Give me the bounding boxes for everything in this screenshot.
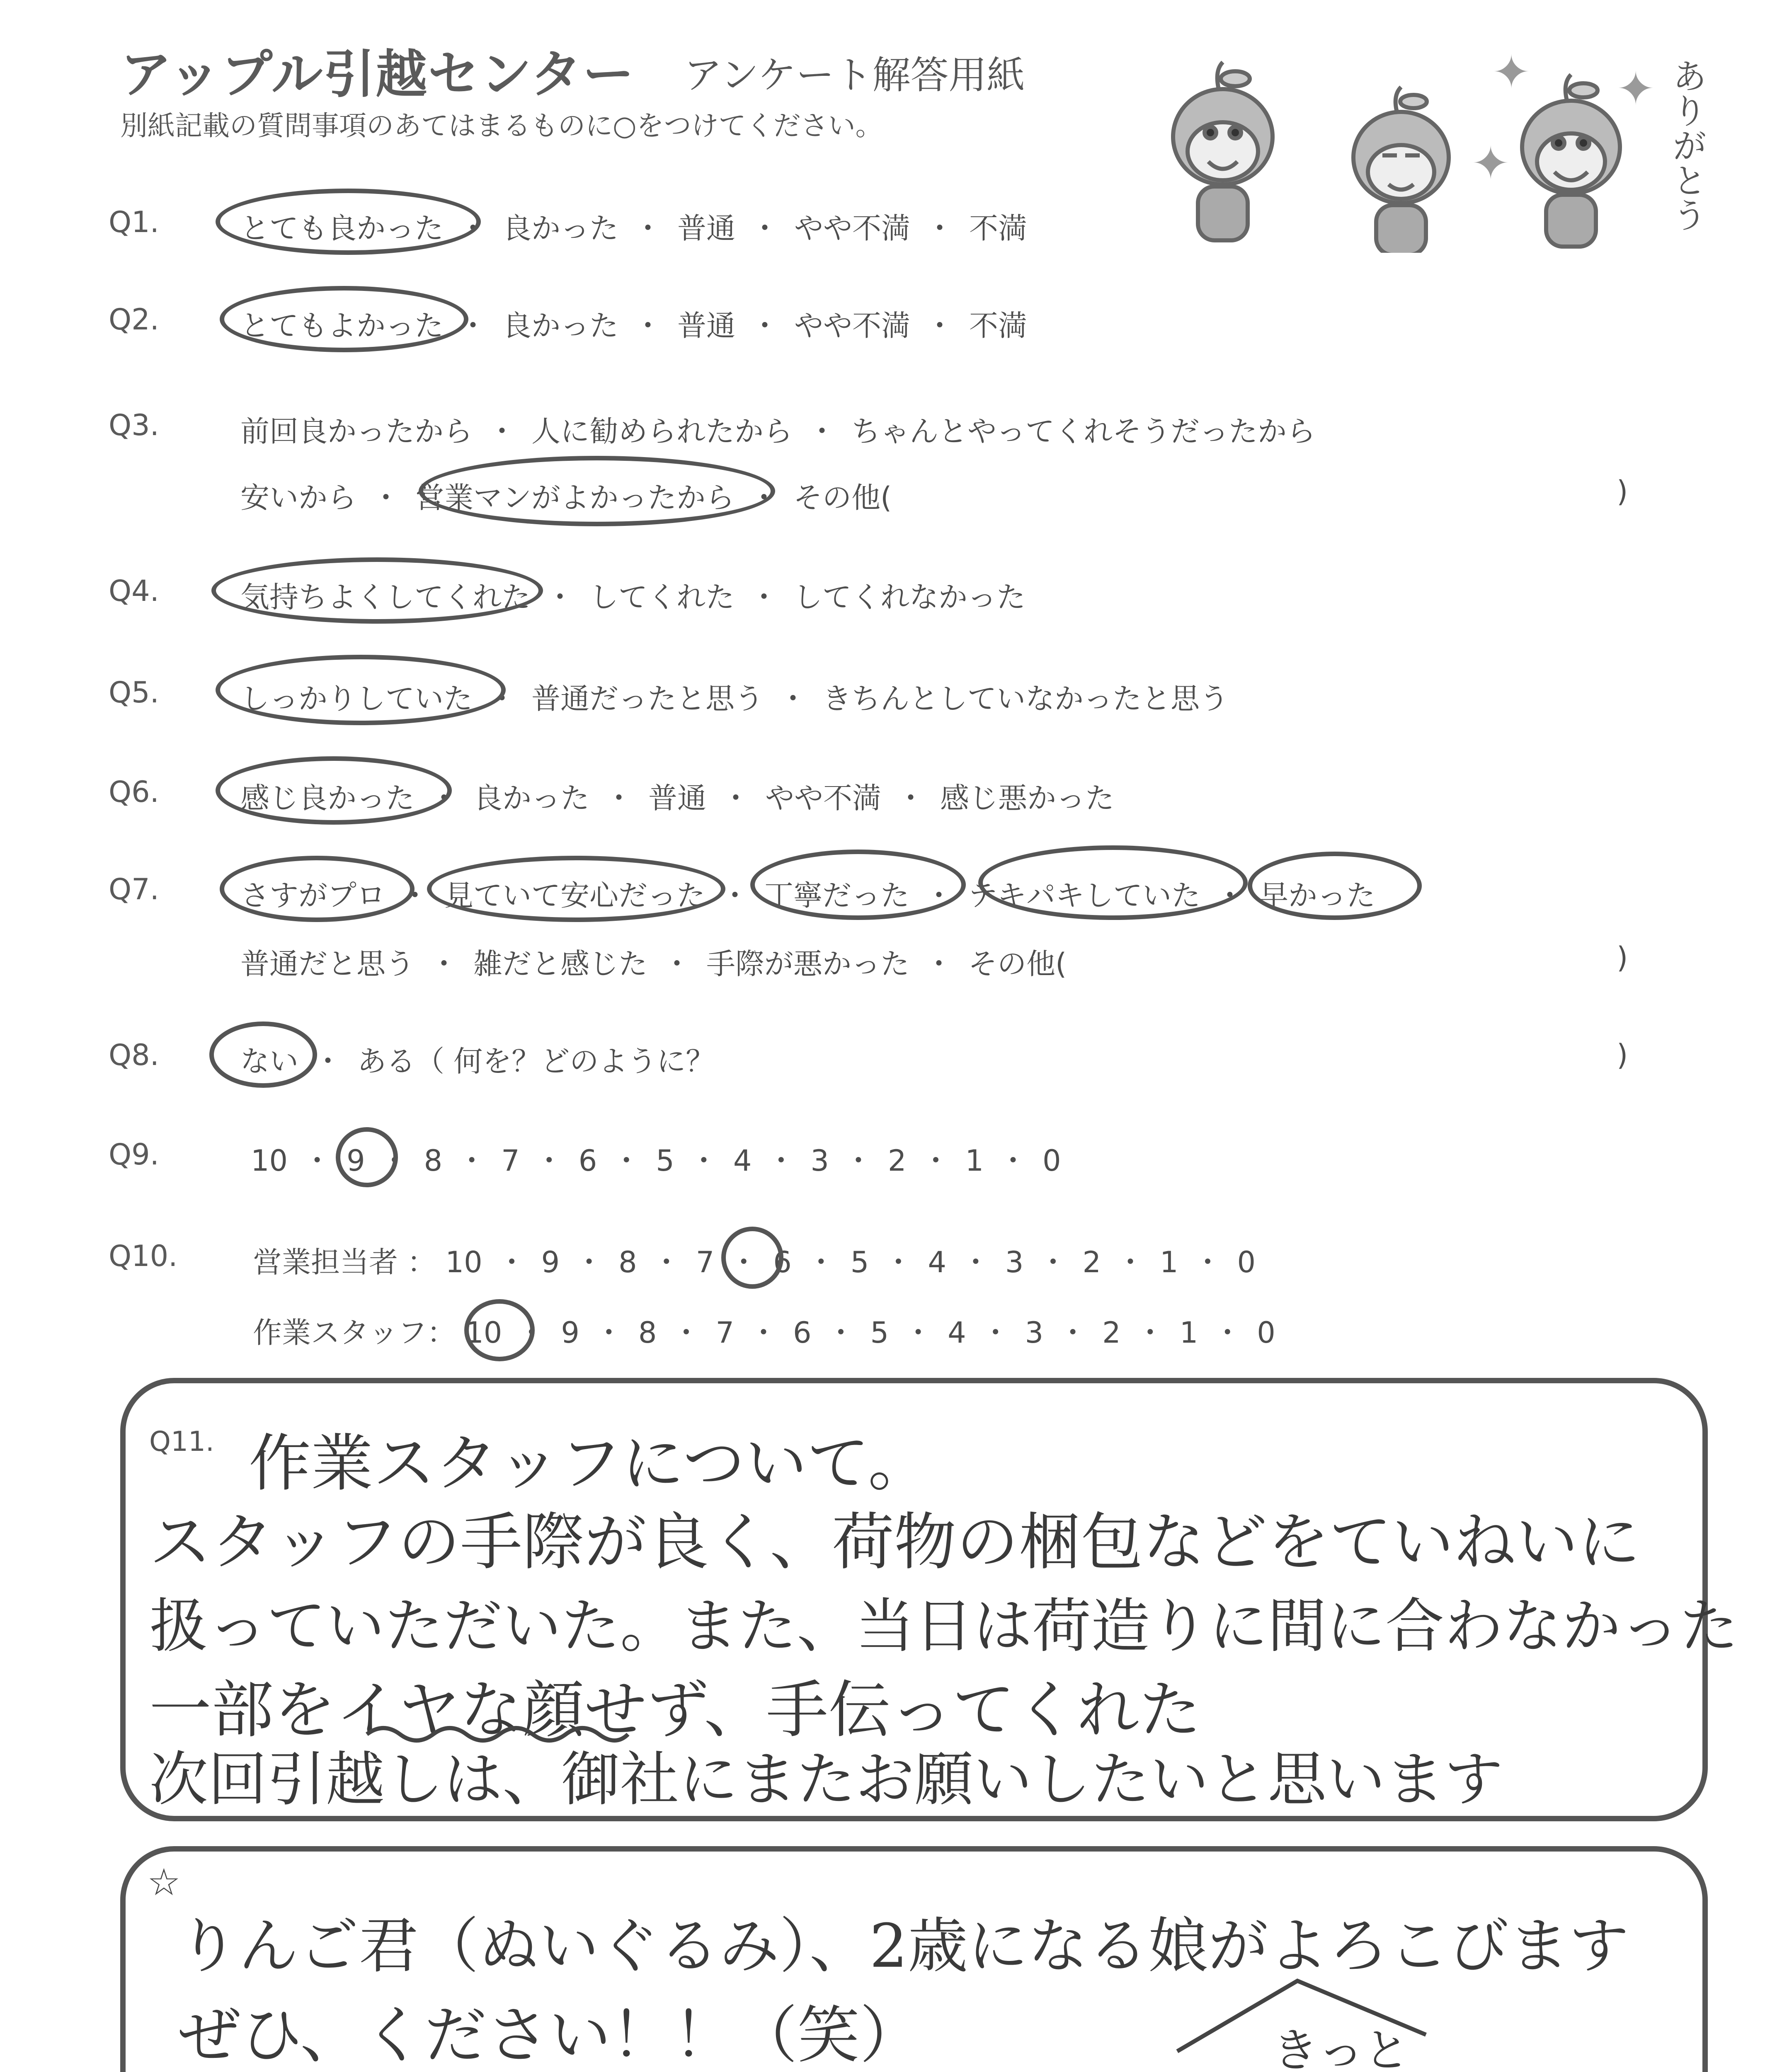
selection-circle — [216, 189, 481, 255]
option[interactable]: やや不満 — [765, 781, 881, 815]
handwritten-insert: きっと — [1273, 2024, 1409, 2072]
option[interactable]: 手際が悪かった — [706, 947, 909, 981]
question-number: Q11. — [149, 1426, 214, 1457]
q7-options-line2: 普通だと思う ・ 雑だと感じた ・ 手際が悪かった ・ その他( — [240, 947, 1067, 981]
scale-option[interactable]: 2 — [1102, 1316, 1121, 1350]
scale-option[interactable]: 3 — [1025, 1316, 1044, 1350]
scale-option[interactable]: 7 — [715, 1316, 734, 1350]
scale-option[interactable]: 6 — [793, 1316, 812, 1350]
scale-option[interactable]: 6 — [773, 1245, 792, 1279]
q10-staff-row: 作業スタッフ： 10 ・ 9 ・ 8 ・ 7 ・ 6 ・ 5 ・ 4 ・ 3 ・ 2 ・ 1 ・ 0 — [253, 1316, 1275, 1350]
option[interactable]: してくれなかった — [793, 580, 1026, 614]
question-number: Q3. — [109, 408, 159, 442]
other-close-paren: ) — [1617, 474, 1628, 508]
selection-circle — [1248, 852, 1422, 920]
scale-option[interactable]: 5 — [850, 1245, 869, 1279]
q4-options: 気持ちよくしてくれた ・ してくれた ・ してくれなかった — [240, 580, 1026, 614]
handwritten-line: ぜひ、ください！！（笑） — [178, 1999, 922, 2072]
question-number: Q7. — [109, 872, 159, 906]
question-number: Q9. — [109, 1138, 159, 1172]
question-number: Q1. — [109, 205, 159, 239]
handwritten-line: スタッフの手際が良く、荷物の梱包などをていねいに — [149, 1506, 1641, 1578]
scale-option[interactable]: 8 — [638, 1316, 657, 1350]
option[interactable]: ない — [240, 1044, 298, 1078]
scale-option[interactable]: 4 — [928, 1245, 946, 1279]
option[interactable]: 普通だと思う — [240, 947, 415, 981]
sparkle-icon: ✦ — [1472, 137, 1510, 190]
scale-option[interactable]: 6 — [578, 1144, 597, 1178]
option[interactable]: 早かった — [1259, 879, 1375, 913]
option[interactable]: さすがプロ — [240, 879, 385, 913]
selection-circle — [220, 286, 468, 352]
other-close-paren: ) — [1617, 1038, 1628, 1072]
scale-option[interactable]: 1 — [965, 1144, 984, 1178]
option[interactable]: 前回良かったから — [240, 414, 473, 448]
scale-label: 作業スタッフ： — [253, 1316, 456, 1350]
scale-option[interactable]: 0 — [1237, 1245, 1256, 1279]
option[interactable]: ちゃんとやってくれそうだったから — [851, 414, 1316, 448]
selection-circle — [721, 1227, 783, 1289]
scale-option[interactable]: 2 — [887, 1144, 907, 1178]
q2-options: とてもよかった ・ 良かった ・ 普通 ・ やや不満 ・ 不満 — [240, 309, 1027, 343]
option[interactable]: ある（ 何を？どのように？ — [357, 1044, 715, 1078]
selection-circle — [464, 1299, 535, 1361]
question-number: Q2. — [109, 303, 159, 336]
option[interactable]: 普通 — [677, 309, 735, 343]
scale-option[interactable]: 4 — [733, 1144, 752, 1178]
selection-circle — [978, 845, 1248, 920]
handwritten-line: 扱っていただいた。また、当日は荷造りに間に合わなかった — [149, 1592, 1738, 1661]
monkey-mascots-illustration — [1152, 37, 1691, 253]
scale-option[interactable]: 7 — [696, 1245, 715, 1279]
sparkle-icon: ✦ — [1492, 46, 1531, 99]
scale-option[interactable]: 3 — [810, 1144, 829, 1178]
option[interactable]: 良かった — [502, 211, 618, 245]
selection-circle — [336, 1127, 398, 1187]
scale-option[interactable]: 5 — [656, 1144, 674, 1178]
page-title: アップル引越センター — [120, 45, 635, 104]
option[interactable]: やや不満 — [794, 309, 910, 343]
handwritten-line: りんご君（ぬいぐるみ）、2歳になる娘がよろこびます — [178, 1911, 1629, 1981]
selection-circle — [427, 856, 725, 922]
scale-option[interactable]: 8 — [424, 1144, 443, 1178]
selection-circle — [209, 1021, 317, 1088]
question-number: Q5. — [109, 675, 159, 709]
selection-circle — [211, 557, 543, 624]
q1-options: とても良かった ・ 良かった ・ 普通 ・ やや不満 ・ 不満 — [240, 211, 1027, 245]
q7-options-line1: さすがプロ ・ 見ていて安心だった ・ 丁寧だった ・ テキパキしていた ・ 早かった — [240, 879, 1375, 913]
option[interactable]: 普通 — [677, 211, 735, 245]
instruction-text: 別紙記載の質問事項のあてはまるものに○をつけてください。 — [120, 110, 883, 142]
scale-option[interactable]: 3 — [1005, 1245, 1024, 1279]
q9-scale: 10 ・ 9 ・ 8 ・ 7 ・ 6 ・ 5 ・ 4 ・ 3 ・ 2 ・ 1 ・ 0 — [251, 1144, 1061, 1178]
q8-options: ない ・ ある（ 何を？どのように？ — [240, 1044, 715, 1078]
handwritten-line: 一部をイヤな顔せず、手伝ってくれた — [149, 1674, 1202, 1746]
scale-option[interactable]: 5 — [870, 1316, 889, 1350]
selection-circle — [216, 756, 452, 825]
scale-option[interactable]: 9 — [347, 1144, 365, 1178]
option[interactable]: とてもよかった — [240, 309, 444, 343]
option[interactable]: 人に勧められたから — [531, 414, 793, 448]
star-icon: ☆ — [147, 1861, 181, 1904]
selection-circle — [220, 856, 415, 922]
q3-options-line1: 前回良かったから ・ 人に勧められたから ・ ちゃんとやってくれそうだったから — [240, 414, 1316, 448]
option[interactable]: 普通だったと思う — [531, 682, 764, 716]
option[interactable]: しっかりしていた — [240, 682, 473, 716]
selection-circle — [419, 456, 775, 526]
q3-options-line2: 安いから ・ 営業マンがよかったから ・ その他( — [240, 481, 892, 515]
option[interactable]: 不満 — [969, 309, 1027, 343]
question-number: Q6. — [109, 775, 159, 809]
selection-circle — [750, 850, 966, 920]
scale-option[interactable]: 10 — [465, 1316, 502, 1350]
option[interactable]: 丁寧だった — [764, 879, 909, 913]
handwritten-line: 次回引越しは、御社にまたお願いしたいと思います — [149, 1745, 1503, 1814]
option[interactable]: 気持ちよくしてくれた — [240, 580, 531, 614]
option[interactable]: その他( — [968, 947, 1067, 981]
scale-option[interactable]: 0 — [1043, 1144, 1061, 1178]
q5-options: しっかりしていた ・ 普通だったと思う ・ きちんとしていなかったと思う — [240, 682, 1229, 716]
option[interactable]: やや不満 — [794, 211, 910, 245]
scale-option[interactable]: 10 — [445, 1245, 482, 1279]
scale-option[interactable]: 1 — [1179, 1316, 1198, 1350]
option[interactable]: してくれた — [589, 580, 735, 614]
question-number: Q4. — [109, 574, 159, 608]
option[interactable]: 営業マンがよかったから — [415, 481, 735, 515]
option[interactable]: 見ていて安心だった — [444, 879, 706, 913]
selection-circle — [216, 655, 506, 725]
sparkle-icon: ✦ — [1617, 62, 1655, 115]
q10-sales-row: 営業担当者 ： 10 ・ 9 ・ 8 ・ 7 ・ 6 ・ 5 ・ 4 ・ 3 ・ 2 ・ 1 ・ 0 — [253, 1245, 1256, 1279]
page-subtitle: アンケート解答用紙 — [684, 53, 1025, 97]
option[interactable]: とても良かった — [240, 211, 444, 245]
scale-option[interactable]: 8 — [618, 1245, 637, 1279]
scale-option[interactable]: 9 — [541, 1245, 560, 1279]
scale-option[interactable]: 7 — [501, 1144, 520, 1178]
option[interactable]: 安いから — [240, 481, 356, 515]
option[interactable]: 感じ良かった — [240, 781, 415, 815]
option[interactable]: その他( — [793, 481, 892, 515]
option[interactable]: きちんとしていなかったと思う — [822, 682, 1229, 716]
option[interactable]: 良かった — [502, 309, 618, 343]
option[interactable]: 普通 — [648, 781, 706, 815]
other-close-paren: ) — [1617, 941, 1628, 975]
option[interactable]: 不満 — [969, 211, 1027, 245]
handwritten-line: 作業スタッフについて。 — [249, 1428, 931, 1500]
question-number: Q10. — [109, 1239, 178, 1273]
scale-option[interactable]: 4 — [948, 1316, 966, 1350]
q6-options: 感じ良かった ・ 良かった ・ 普通 ・ やや不満 ・ 感じ悪かった — [240, 781, 1114, 815]
option[interactable]: 感じ悪かった — [940, 781, 1114, 815]
scale-option[interactable]: 10 — [251, 1144, 288, 1178]
question-number: Q8. — [109, 1038, 159, 1072]
option[interactable]: 良かった — [473, 781, 589, 815]
scale-option[interactable]: 9 — [561, 1316, 579, 1350]
option[interactable]: 雑だと感じた — [473, 947, 647, 981]
thanks-text: ありがとう — [1667, 58, 1707, 232]
scale-option[interactable]: 2 — [1082, 1245, 1101, 1279]
scale-label: 営業担当者 ： — [253, 1245, 436, 1279]
scale-option[interactable]: 0 — [1257, 1316, 1275, 1350]
option[interactable]: テキパキしていた — [968, 879, 1200, 913]
scale-option[interactable]: 1 — [1159, 1245, 1178, 1279]
